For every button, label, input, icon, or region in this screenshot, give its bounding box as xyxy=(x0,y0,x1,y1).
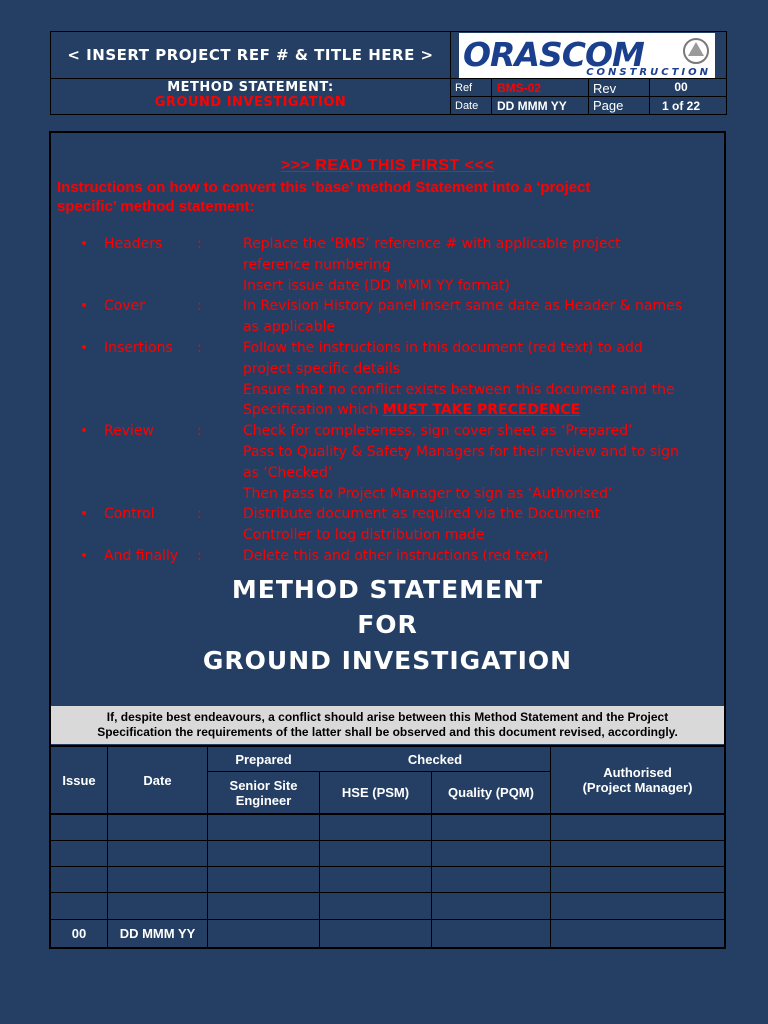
instruction-text: Pass to Quality & Safety Managers for their review and to sign xyxy=(243,444,679,460)
instruction-colon: : xyxy=(197,236,202,252)
instruction-text: Controller to log distribution made xyxy=(243,527,485,544)
ms-title: METHOD STATEMENT: xyxy=(167,80,334,95)
title-line-3: GROUND INVESTIGATION xyxy=(202,646,573,675)
row-date-value: DD MMM YY xyxy=(119,926,196,941)
precedence-emphasis: MUST TAKE PRECEDENCE xyxy=(382,402,581,419)
method-statement-label xyxy=(51,79,450,115)
instruction-item xyxy=(80,298,720,319)
company-logo xyxy=(459,33,715,78)
instruction-item-continuation xyxy=(80,402,720,423)
instruction-text: as ‘Checked’ xyxy=(243,464,333,481)
table-row xyxy=(51,841,724,866)
instruction-item-continuation xyxy=(80,486,720,507)
instruction-item-continuation xyxy=(80,444,720,465)
bullet-icon: • xyxy=(80,340,89,356)
instruction-item xyxy=(80,340,720,361)
logo-emblem-icon xyxy=(681,36,711,66)
instruction-text: Ensure that no conflict exists between this document and the xyxy=(243,381,675,398)
instruction-label: Headers xyxy=(104,236,163,252)
instruction-text: Replace the ‘BMS’ reference # with applicable project xyxy=(243,236,621,252)
instruction-item-continuation xyxy=(80,382,720,403)
date-label: Date xyxy=(455,99,479,112)
instruction-text: project specific details xyxy=(243,360,401,377)
instruction-text: Distribute document as required via the Document xyxy=(243,506,601,523)
rev-value: 00 xyxy=(674,80,688,94)
instruction-colon: : xyxy=(197,506,202,523)
intro-line-2: specific’ method statement: xyxy=(57,198,255,215)
instruction-text: as applicable xyxy=(243,319,336,336)
intro-line-1: Instructions on how to convert this ‘base’ method Statement into a ‘project xyxy=(57,179,591,196)
instruction-text: reference numbering xyxy=(243,256,391,273)
row-issue-value: 00 xyxy=(71,926,87,941)
col-date: Date xyxy=(143,772,172,788)
instruction-text: Follow the instructions in this document (red text) to add xyxy=(243,340,643,356)
instruction-text: Check for completeness, sign cover sheet as ‘Prepared’ xyxy=(243,423,633,440)
authorised-label: Authorised xyxy=(603,765,672,780)
instruction-item-continuation xyxy=(80,319,720,340)
logo-subtext: CONSTRUCTION xyxy=(586,67,711,78)
instruction-item xyxy=(80,506,720,527)
senior-site-line-1: Senior Site xyxy=(229,777,298,793)
instruction-text-pre: Specification which xyxy=(243,402,383,419)
instruction-label: Cover xyxy=(104,298,145,315)
authorised-role: (Project Manager) xyxy=(582,780,693,795)
bullet-icon: • xyxy=(80,236,89,252)
rev-label: Rev xyxy=(593,80,617,96)
instructions-intro xyxy=(57,178,717,218)
read-first-heading: >>> READ THIS FIRST <<< xyxy=(280,157,495,174)
instruction-colon: : xyxy=(197,423,202,440)
page-label: Page xyxy=(593,98,624,113)
instruction-colon: : xyxy=(197,340,202,356)
instruction-item xyxy=(80,423,720,444)
ref-value: BMS-02 xyxy=(497,81,542,95)
instruction-item-continuation xyxy=(80,257,720,278)
instruction-item xyxy=(80,236,720,257)
senior-site-line-2: Engineer xyxy=(235,792,292,808)
table-row xyxy=(51,815,724,840)
notice-line-1: If, despite best endeavours, a conflict should arise between this Method Statement and the Project xyxy=(106,710,669,724)
document-title xyxy=(51,572,724,682)
table-row xyxy=(51,893,724,919)
logo-text: ORASCOM xyxy=(463,35,644,74)
title-line-1: METHOD STATEMENT xyxy=(231,575,544,604)
instruction-label: And finally xyxy=(104,548,179,564)
instruction-text: In Revision History panel insert same date as Header & names xyxy=(243,298,683,315)
col-quality: Quality (PQM) xyxy=(448,785,534,800)
col-issue: Issue xyxy=(62,772,96,788)
bullet-icon: • xyxy=(80,548,89,564)
instruction-label: Review xyxy=(104,423,154,440)
instruction-list xyxy=(80,236,720,570)
ref-label: Ref xyxy=(455,82,473,94)
instruction-text: Delete this and other instructions (red text) xyxy=(243,548,549,564)
col-prepared: Prepared xyxy=(235,751,292,767)
instruction-item-continuation xyxy=(80,527,720,548)
col-checked: Checked xyxy=(407,751,463,767)
table-row xyxy=(51,920,724,947)
instruction-text: Insert issue date (DD MMM YY format) xyxy=(243,277,510,294)
col-hse: HSE (PSM) xyxy=(341,785,410,800)
instruction-colon: : xyxy=(197,548,202,564)
page-value: 1 of 22 xyxy=(661,98,700,113)
instruction-label: Insertions xyxy=(104,340,173,356)
ms-subtitle: GROUND INVESTIGATION xyxy=(154,95,347,110)
col-senior-site-engineer xyxy=(208,772,319,813)
instruction-text xyxy=(243,402,580,418)
instruction-colon: : xyxy=(197,298,202,315)
instruction-item xyxy=(80,548,720,569)
bullet-icon: • xyxy=(80,506,89,523)
instruction-text: Then pass to Project Manager to sign as ‘Authorised’ xyxy=(243,485,613,502)
bullet-icon: • xyxy=(80,298,89,315)
instruction-label: Control xyxy=(104,506,155,523)
precedence-notice xyxy=(51,706,724,744)
date-value: DD MMM YY xyxy=(497,98,567,113)
instruction-item-continuation xyxy=(80,361,720,382)
table-row xyxy=(51,867,724,892)
col-authorised xyxy=(551,747,724,813)
project-ref-title: < INSERT PROJECT REF # & TITLE HERE > xyxy=(67,46,434,64)
notice-line-2: Specification the requirements of the latter shall be observed and this document revised, accordingly. xyxy=(97,725,678,739)
instruction-item-continuation xyxy=(80,278,720,299)
bullet-icon: • xyxy=(80,423,89,440)
instruction-item-continuation xyxy=(80,465,720,486)
title-line-2: FOR xyxy=(357,610,418,639)
